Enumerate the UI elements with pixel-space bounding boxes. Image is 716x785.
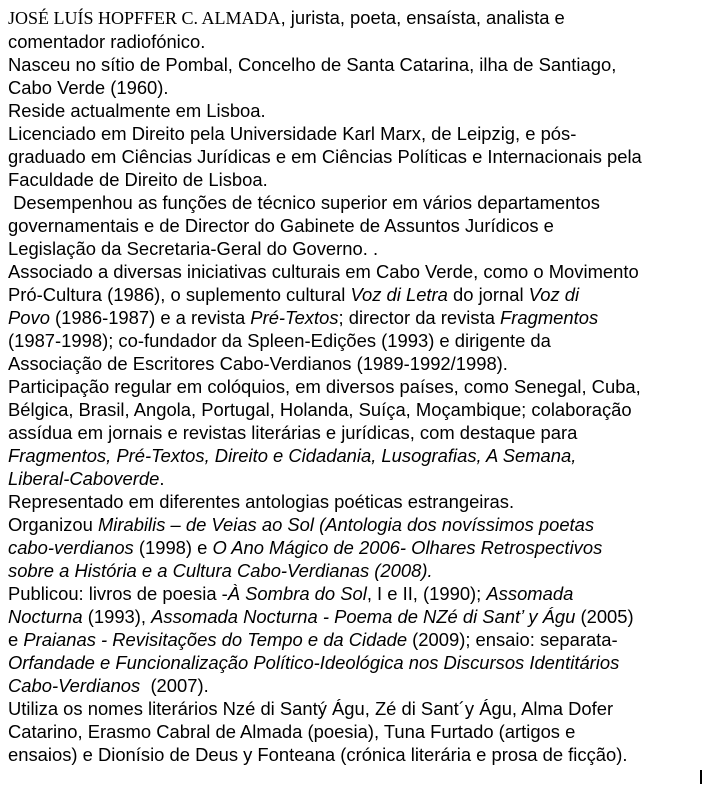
publications-paragraph	[8, 582, 710, 697]
text-run: do jornal	[447, 284, 529, 305]
text-line: Representado em diferentes antologias poéticas estrangeiras.	[8, 491, 515, 512]
pseudonyms-paragraph	[8, 697, 710, 766]
birthplace-paragraph	[8, 53, 710, 99]
text-line	[8, 283, 710, 306]
italic-title: Fragmentos, Pré-Textos, Direito e Cidadania, Lusografias, A Semana,	[8, 445, 577, 466]
italic-title: Povo	[8, 307, 50, 328]
italic-title: Orfandade e Funcionalização Político-Ideológica nos Discursos Identitários	[8, 652, 620, 673]
text-run: (2009); ensaio: separata-	[407, 629, 618, 650]
text-run: (2007).	[140, 675, 209, 696]
text-line: graduado em Ciências Jurídicas e em Ciências Políticas e Internacionais pela	[8, 146, 642, 167]
text-line	[8, 306, 710, 329]
education-paragraph	[8, 122, 710, 191]
biography-document	[8, 6, 710, 766]
cultural-initiatives-paragraph	[8, 260, 710, 375]
italic-title: Liberal-Caboverde	[8, 468, 160, 489]
text-line: Cabo Verde (1960).	[8, 77, 169, 98]
text-cursor	[700, 770, 702, 784]
residence-paragraph	[8, 99, 710, 122]
italic-title: Mirabilis – de Veias ao Sol (Antologia dos novíssimos poetas	[97, 514, 595, 535]
text-line: Desempenhou as funções de técnico superior em vários departamentos	[8, 192, 600, 213]
text-line: Nasceu no sítio de Pombal, Concelho de Santa Catarina, ilha de Santiago,	[8, 54, 617, 75]
text-run: e	[8, 629, 24, 650]
text-line: Associação de Escritores Cabo-Verdianos (1989-1992/1998).	[8, 353, 508, 374]
text-line: (1987-1998); co-fundador da Spleen-Edições (1993) e dirigente da	[8, 330, 551, 351]
text-run: ; director da revista	[338, 307, 501, 328]
text-line: governamentais e de Director do Gabinete de Assuntos Jurídicos e	[8, 215, 554, 236]
text-line: Participação regular em colóquios, em diversos países, como Senegal, Cuba,	[8, 376, 641, 397]
organized-works-paragraph	[8, 513, 710, 582]
text-line	[8, 582, 710, 605]
author-name: JOSÉ LUÍS HOPFFER C. ALMADA	[8, 8, 281, 28]
career-paragraph	[8, 191, 710, 260]
text-line	[8, 444, 710, 467]
text-line	[8, 674, 710, 697]
italic-title: Voz di	[528, 284, 580, 305]
text-run: (1986-1987) e a revista	[49, 307, 251, 328]
text-run: , I e II, (1990);	[366, 583, 487, 604]
text-line: Licenciado em Direito pela Universidade Karl Marx, de Leipzig, e pós-	[8, 123, 577, 144]
italic-title: Cabo-Verdianos	[8, 675, 141, 696]
italic-title: Fragmentos	[500, 307, 599, 328]
participation-paragraph	[8, 375, 710, 490]
italic-title: O Ano Mágico de 2006- Olhares Retrospectivos	[212, 537, 603, 558]
text-line: Faculdade de Direito de Lisboa.	[8, 169, 268, 190]
italic-title: Voz di Letra	[350, 284, 448, 305]
text-run: Publicou: livros de poesia -	[8, 583, 228, 604]
text-line: assídua em jornais e revistas literárias e jurídicas, com destaque para	[8, 422, 578, 443]
text-run: Pró-Cultura (1986), o suplemento cultural	[8, 284, 351, 305]
text-run: (2005)	[575, 606, 634, 627]
text-line: Catarino, Erasmo Cabral de Almada (poesia), Tuna Furtado (artigos e	[8, 721, 576, 742]
text-line: Legislação da Secretaria-Geral do Governo. .	[8, 238, 379, 259]
italic-title: Assomada Nocturna - Poema de NZé di Sant’ y Águ	[151, 606, 576, 627]
italic-title: Nocturna	[8, 606, 83, 627]
text-line: Utiliza os nomes literários Nzé di Santý Águ, Zé di Sant´y Águ, Alma Dofer	[8, 698, 614, 719]
text-line	[8, 651, 710, 674]
italic-title: cabo-verdianos	[8, 537, 134, 558]
text-line: Associado a diversas iniciativas culturais em Cabo Verde, como o Movimento	[8, 261, 639, 282]
italic-title: Praianas - Revisitações do Tempo e da Cidade	[23, 629, 408, 650]
text-run: (1993),	[82, 606, 152, 627]
text-line	[8, 513, 710, 536]
text-run: Organizou	[8, 514, 98, 535]
text-line	[8, 6, 710, 30]
italic-title: sobre a História e a Cultura Cabo-Verdianas (2008).	[8, 560, 433, 581]
anthologies-paragraph	[8, 490, 710, 513]
text-line	[8, 559, 710, 582]
italic-title: À Sombra do Sol	[227, 583, 367, 604]
italic-title: Pré-Textos	[250, 307, 339, 328]
text-run: .	[159, 468, 165, 489]
text-line: Reside actualmente em Lisboa.	[8, 100, 266, 121]
text-line: Bélgica, Brasil, Angola, Portugal, Holanda, Suíça, Moçambique; colaboração	[8, 399, 632, 420]
italic-title: Assomada	[486, 583, 574, 604]
text-run: , jurista, poeta, ensaísta, analista e	[280, 7, 565, 28]
text-line	[8, 536, 710, 559]
text-run: (1998) e	[133, 537, 213, 558]
bio-intro-paragraph	[8, 6, 710, 53]
text-line	[8, 605, 710, 628]
text-line	[8, 628, 710, 651]
text-line	[8, 467, 710, 490]
text-line: ensaios) e Dionísio de Deus y Fonteana (crónica literária e prosa de ficção).	[8, 744, 628, 765]
text-line: comentador radiofónico.	[8, 31, 206, 52]
